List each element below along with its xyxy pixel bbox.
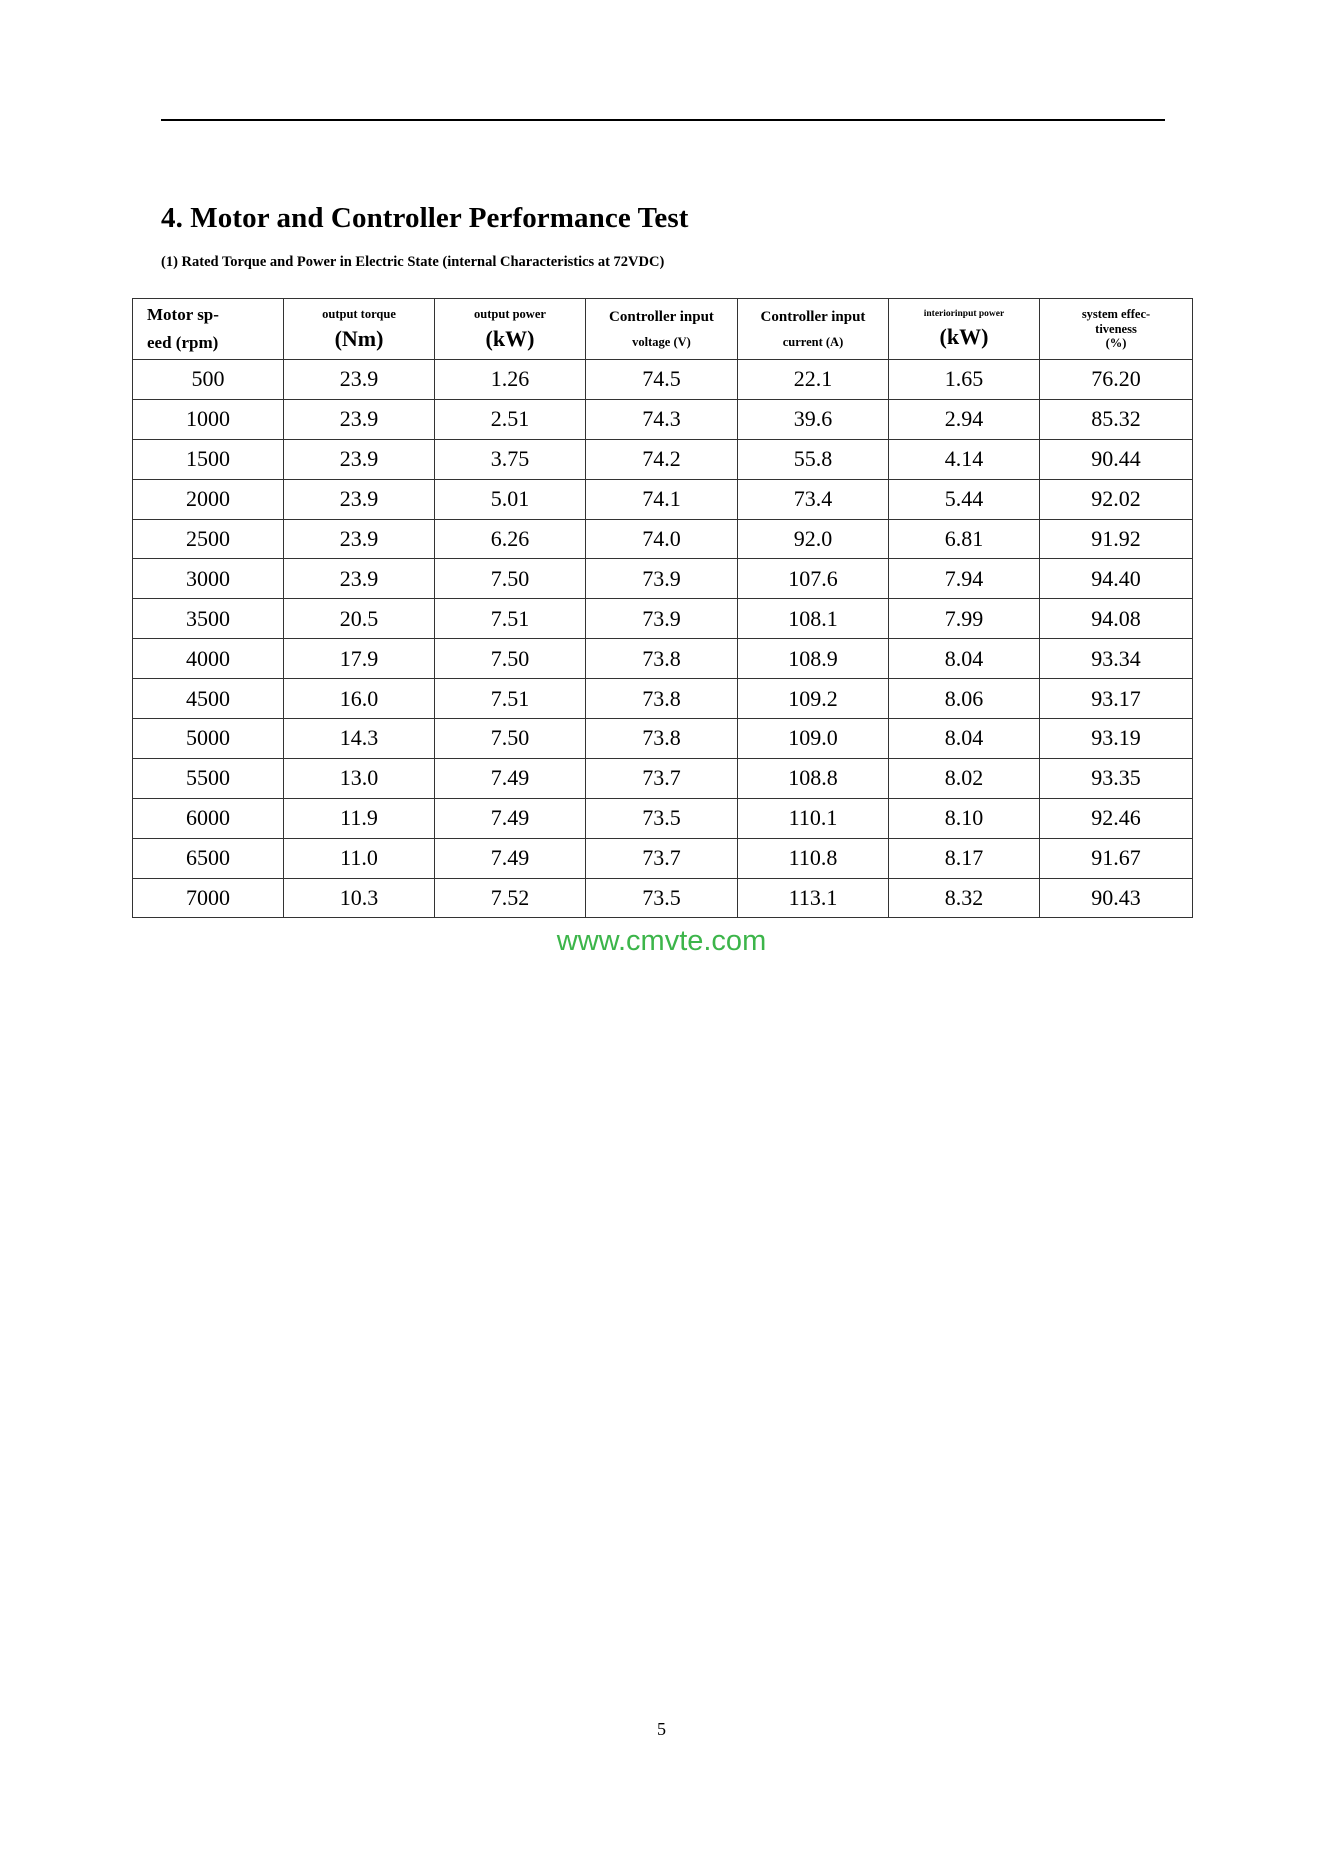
cell-controller-current: 108.1 xyxy=(738,599,889,639)
cell-controller-current: 109.0 xyxy=(738,719,889,759)
cell-output-torque: 23.9 xyxy=(284,399,435,439)
cell-controller-current: 110.8 xyxy=(738,838,889,878)
cell-system-effectiveness: 94.40 xyxy=(1040,559,1193,599)
cell-output-torque: 17.9 xyxy=(284,639,435,679)
cell-output-power: 5.01 xyxy=(435,479,586,519)
table-row xyxy=(133,639,1193,679)
cell-controller-current: 109.2 xyxy=(738,679,889,719)
cell-controller-current: 55.8 xyxy=(738,439,889,479)
cell-motor-speed: 1000 xyxy=(133,399,284,439)
cell-interior-input-power: 5.44 xyxy=(889,479,1040,519)
cell-output-torque: 23.9 xyxy=(284,479,435,519)
cell-motor-speed: 6000 xyxy=(133,798,284,838)
table-row xyxy=(133,719,1193,759)
cell-system-effectiveness: 90.44 xyxy=(1040,439,1193,479)
table-row xyxy=(133,878,1193,918)
header-controller-voltage: Controller input voltage (V) xyxy=(586,299,738,360)
cell-motor-speed: 6500 xyxy=(133,838,284,878)
cell-controller-current: 113.1 xyxy=(738,878,889,918)
cell-output-torque: 13.0 xyxy=(284,758,435,798)
cell-output-power: 6.26 xyxy=(435,519,586,559)
cell-system-effectiveness: 94.08 xyxy=(1040,599,1193,639)
header-rule xyxy=(161,119,1165,121)
cell-output-torque: 23.9 xyxy=(284,519,435,559)
cell-system-effectiveness: 93.19 xyxy=(1040,719,1193,759)
cell-motor-speed: 4500 xyxy=(133,679,284,719)
cell-interior-input-power: 8.02 xyxy=(889,758,1040,798)
cell-output-power: 3.75 xyxy=(435,439,586,479)
cell-motor-speed: 2500 xyxy=(133,519,284,559)
subsection-title: (1) Rated Torque and Power in Electric State (internal Characteristics at 72VDC) xyxy=(161,254,665,270)
cell-output-power: 7.50 xyxy=(435,719,586,759)
cell-controller-current: 92.0 xyxy=(738,519,889,559)
cell-output-power: 1.26 xyxy=(435,360,586,400)
cell-controller-voltage: 74.0 xyxy=(586,519,738,559)
cell-output-torque: 10.3 xyxy=(284,878,435,918)
cell-motor-speed: 2000 xyxy=(133,479,284,519)
cell-output-torque: 11.9 xyxy=(284,798,435,838)
cell-interior-input-power: 2.94 xyxy=(889,399,1040,439)
cell-output-torque: 14.3 xyxy=(284,719,435,759)
cell-system-effectiveness: 93.35 xyxy=(1040,758,1193,798)
cell-controller-voltage: 73.9 xyxy=(586,559,738,599)
cell-controller-voltage: 74.3 xyxy=(586,399,738,439)
header-output-torque: output torque (Nm) xyxy=(284,299,435,360)
cell-output-power: 7.49 xyxy=(435,758,586,798)
cell-system-effectiveness: 90.43 xyxy=(1040,878,1193,918)
cell-output-power: 7.52 xyxy=(435,878,586,918)
cell-system-effectiveness: 91.92 xyxy=(1040,519,1193,559)
cell-output-torque: 11.0 xyxy=(284,838,435,878)
cell-motor-speed: 500 xyxy=(133,360,284,400)
table-row xyxy=(133,360,1193,400)
cell-output-power: 7.49 xyxy=(435,798,586,838)
cell-controller-current: 108.8 xyxy=(738,758,889,798)
cell-controller-voltage: 73.5 xyxy=(586,878,738,918)
cell-output-power: 7.50 xyxy=(435,559,586,599)
cell-output-power: 7.50 xyxy=(435,639,586,679)
cell-controller-voltage: 74.2 xyxy=(586,439,738,479)
cell-controller-current: 107.6 xyxy=(738,559,889,599)
cell-output-power: 2.51 xyxy=(435,399,586,439)
cell-controller-current: 22.1 xyxy=(738,360,889,400)
table-row xyxy=(133,479,1193,519)
cell-controller-voltage: 73.7 xyxy=(586,838,738,878)
cell-interior-input-power: 8.06 xyxy=(889,679,1040,719)
table-row xyxy=(133,559,1193,599)
cell-interior-input-power: 8.10 xyxy=(889,798,1040,838)
table-row xyxy=(133,439,1193,479)
cell-output-torque: 23.9 xyxy=(284,360,435,400)
table-row xyxy=(133,399,1193,439)
table-row xyxy=(133,599,1193,639)
cell-output-torque: 16.0 xyxy=(284,679,435,719)
cell-controller-voltage: 73.8 xyxy=(586,639,738,679)
cell-system-effectiveness: 85.32 xyxy=(1040,399,1193,439)
cell-controller-voltage: 73.8 xyxy=(586,679,738,719)
page-number: 5 xyxy=(657,1719,666,1739)
table-row xyxy=(133,838,1193,878)
cell-controller-voltage: 73.8 xyxy=(586,719,738,759)
cell-output-torque: 20.5 xyxy=(284,599,435,639)
cell-system-effectiveness: 92.46 xyxy=(1040,798,1193,838)
cell-controller-voltage: 73.7 xyxy=(586,758,738,798)
header-controller-current: Controller input current (A) xyxy=(738,299,889,360)
cell-system-effectiveness: 76.20 xyxy=(1040,360,1193,400)
cell-interior-input-power: 4.14 xyxy=(889,439,1040,479)
table-row xyxy=(133,679,1193,719)
cell-motor-speed: 4000 xyxy=(133,639,284,679)
cell-motor-speed: 3000 xyxy=(133,559,284,599)
cell-motor-speed: 5500 xyxy=(133,758,284,798)
cell-controller-current: 108.9 xyxy=(738,639,889,679)
header-motor-speed: Motor sp- eed (rpm) xyxy=(133,299,284,360)
cell-interior-input-power: 8.32 xyxy=(889,878,1040,918)
cell-interior-input-power: 7.99 xyxy=(889,599,1040,639)
cell-output-power: 7.51 xyxy=(435,599,586,639)
cell-controller-current: 39.6 xyxy=(738,399,889,439)
cell-interior-input-power: 7.94 xyxy=(889,559,1040,599)
cell-interior-input-power: 8.17 xyxy=(889,838,1040,878)
header-system-effectiveness: system effec- tiveness (%) xyxy=(1040,299,1193,360)
header-output-power: output power (kW) xyxy=(435,299,586,360)
section-title: 4. Motor and Controller Performance Test xyxy=(161,202,689,234)
cell-interior-input-power: 1.65 xyxy=(889,360,1040,400)
cell-system-effectiveness: 91.67 xyxy=(1040,838,1193,878)
table-row xyxy=(133,798,1193,838)
table-row xyxy=(133,519,1193,559)
cell-interior-input-power: 8.04 xyxy=(889,639,1040,679)
cell-controller-current: 110.1 xyxy=(738,798,889,838)
cell-motor-speed: 3500 xyxy=(133,599,284,639)
cell-controller-voltage: 73.5 xyxy=(586,798,738,838)
cell-output-torque: 23.9 xyxy=(284,559,435,599)
cell-motor-speed: 1500 xyxy=(133,439,284,479)
header-interior-input-power: interiorinput power (kW) xyxy=(889,299,1040,360)
cell-motor-speed: 7000 xyxy=(133,878,284,918)
website-watermark: www.cmvte.com xyxy=(556,925,767,957)
cell-system-effectiveness: 93.17 xyxy=(1040,679,1193,719)
table-header-row xyxy=(133,299,1193,360)
cell-system-effectiveness: 92.02 xyxy=(1040,479,1193,519)
cell-controller-voltage: 73.9 xyxy=(586,599,738,639)
cell-motor-speed: 5000 xyxy=(133,719,284,759)
cell-interior-input-power: 8.04 xyxy=(889,719,1040,759)
cell-system-effectiveness: 93.34 xyxy=(1040,639,1193,679)
cell-controller-voltage: 74.1 xyxy=(586,479,738,519)
cell-controller-current: 73.4 xyxy=(738,479,889,519)
table-row xyxy=(133,758,1193,798)
performance-table xyxy=(132,298,1193,918)
cell-output-torque: 23.9 xyxy=(284,439,435,479)
table-body xyxy=(133,360,1193,918)
cell-output-power: 7.51 xyxy=(435,679,586,719)
cell-output-power: 7.49 xyxy=(435,838,586,878)
cell-interior-input-power: 6.81 xyxy=(889,519,1040,559)
cell-controller-voltage: 74.5 xyxy=(586,360,738,400)
